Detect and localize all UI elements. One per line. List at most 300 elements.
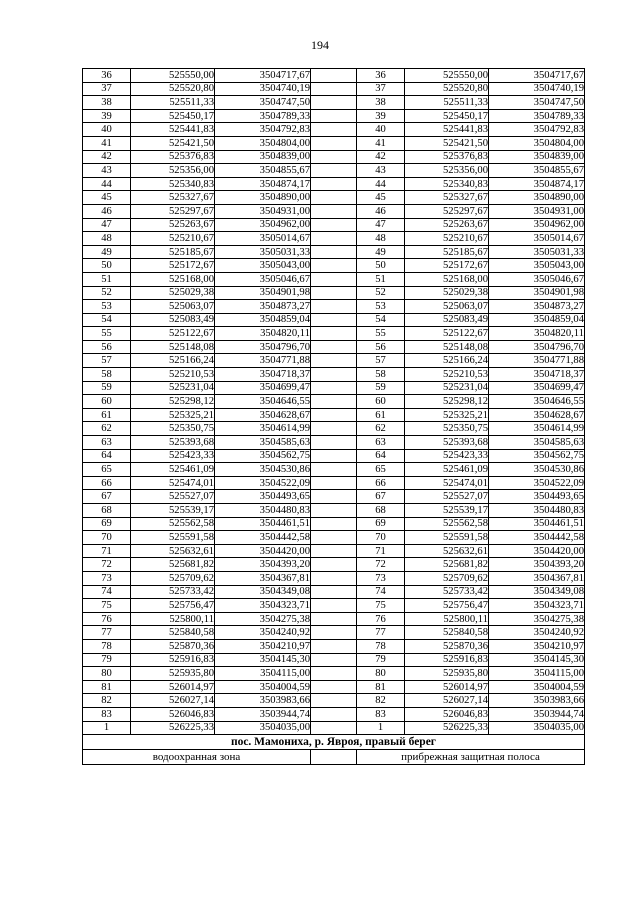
left-coord-y: 3504522,09 <box>215 476 311 490</box>
separator-cell <box>311 136 357 150</box>
right-coord-y: 3504699,47 <box>489 381 585 395</box>
left-coord-x: 525511,33 <box>131 96 215 110</box>
separator-cell <box>311 667 357 681</box>
left-coord-y: 3504562,75 <box>215 449 311 463</box>
left-point-number: 67 <box>83 490 131 504</box>
right-coord-x: 525122,67 <box>405 327 489 341</box>
table-row <box>83 368 585 382</box>
right-coord-y: 3504367,81 <box>489 571 585 585</box>
table-row <box>83 694 585 708</box>
separator-cell <box>311 490 357 504</box>
right-point-number: 76 <box>357 612 405 626</box>
left-coord-y: 3504747,50 <box>215 96 311 110</box>
right-coord-y: 3504717,67 <box>489 69 585 83</box>
table-row <box>83 164 585 178</box>
left-point-number: 57 <box>83 354 131 368</box>
left-coord-y: 3504530,86 <box>215 463 311 477</box>
right-coord-y: 3504323,71 <box>489 599 585 613</box>
left-point-number: 38 <box>83 96 131 110</box>
left-point-number: 48 <box>83 232 131 246</box>
table-row <box>83 286 585 300</box>
right-point-number: 66 <box>357 476 405 490</box>
table-row <box>83 544 585 558</box>
left-point-number: 78 <box>83 639 131 653</box>
right-coord-y: 3503944,74 <box>489 707 585 721</box>
table-row <box>83 177 585 191</box>
left-point-number: 49 <box>83 245 131 259</box>
right-coord-x: 525591,58 <box>405 531 489 545</box>
table-row <box>83 204 585 218</box>
separator-cell <box>311 721 357 735</box>
right-coord-x: 525393,68 <box>405 436 489 450</box>
left-point-number: 43 <box>83 164 131 178</box>
left-point-number: 83 <box>83 707 131 721</box>
separator-cell <box>311 504 357 518</box>
left-coord-x: 526225,33 <box>131 721 215 735</box>
separator-cell <box>311 571 357 585</box>
left-coord-x: 525632,61 <box>131 544 215 558</box>
left-coord-y: 3504349,08 <box>215 585 311 599</box>
left-coord-x: 525681,82 <box>131 558 215 572</box>
left-coord-x: 525185,67 <box>131 245 215 259</box>
left-coord-y: 3504323,71 <box>215 599 311 613</box>
left-point-number: 81 <box>83 680 131 694</box>
table-row <box>83 408 585 422</box>
table-row <box>83 639 585 653</box>
left-coord-x: 525325,21 <box>131 408 215 422</box>
left-coord-x: 525168,00 <box>131 272 215 286</box>
left-coord-x: 525210,53 <box>131 368 215 382</box>
right-coord-y: 3504240,92 <box>489 626 585 640</box>
left-coord-x: 525350,75 <box>131 422 215 436</box>
left-coord-x: 525231,04 <box>131 381 215 395</box>
left-coord-x: 525263,67 <box>131 218 215 232</box>
table-row <box>83 381 585 395</box>
left-coord-x: 525297,67 <box>131 204 215 218</box>
separator-cell <box>311 109 357 123</box>
left-point-number: 72 <box>83 558 131 572</box>
right-coord-x: 525327,67 <box>405 191 489 205</box>
table-row <box>83 680 585 694</box>
right-coord-x: 525756,47 <box>405 599 489 613</box>
right-coord-y: 3504004,59 <box>489 680 585 694</box>
left-point-number: 40 <box>83 123 131 137</box>
right-coord-y: 3504839,00 <box>489 150 585 164</box>
left-point-number: 39 <box>83 109 131 123</box>
left-point-number: 60 <box>83 395 131 409</box>
right-coord-x: 525461,09 <box>405 463 489 477</box>
right-point-number: 75 <box>357 599 405 613</box>
right-coord-y: 3504873,27 <box>489 300 585 314</box>
left-coord-y: 3504699,47 <box>215 381 311 395</box>
left-point-number: 77 <box>83 626 131 640</box>
right-coord-x: 525063,07 <box>405 300 489 314</box>
left-coord-y: 3504796,70 <box>215 340 311 354</box>
left-coord-y: 3504367,81 <box>215 571 311 585</box>
separator-cell <box>311 96 357 110</box>
right-coord-x: 525148,08 <box>405 340 489 354</box>
table-row <box>83 599 585 613</box>
right-point-number: 36 <box>357 69 405 83</box>
table-row <box>83 327 585 341</box>
separator-cell <box>311 599 357 613</box>
separator-cell <box>311 680 357 694</box>
table-row <box>83 136 585 150</box>
right-coord-y: 3504718,37 <box>489 368 585 382</box>
separator-cell <box>311 164 357 178</box>
left-coord-x: 525756,47 <box>131 599 215 613</box>
separator-cell <box>311 259 357 273</box>
right-coord-x: 525450,17 <box>405 109 489 123</box>
right-point-number: 39 <box>357 109 405 123</box>
right-coord-x: 525800,11 <box>405 612 489 626</box>
left-point-number: 63 <box>83 436 131 450</box>
right-point-number: 81 <box>357 680 405 694</box>
right-point-number: 59 <box>357 381 405 395</box>
left-coord-y: 3504771,88 <box>215 354 311 368</box>
left-coord-y: 3503944,74 <box>215 707 311 721</box>
separator-cell <box>311 232 357 246</box>
table-row <box>83 69 585 83</box>
separator-cell <box>311 612 357 626</box>
left-coord-x: 525298,12 <box>131 395 215 409</box>
right-point-number: 46 <box>357 204 405 218</box>
left-coord-x: 525063,07 <box>131 300 215 314</box>
left-coord-y: 3504210,97 <box>215 639 311 653</box>
right-coord-y: 3505031,33 <box>489 245 585 259</box>
right-point-number: 57 <box>357 354 405 368</box>
right-coord-x: 525733,42 <box>405 585 489 599</box>
right-coord-y: 3504820,11 <box>489 327 585 341</box>
table-row <box>83 667 585 681</box>
right-coord-y: 3504771,88 <box>489 354 585 368</box>
right-coord-x: 525376,83 <box>405 150 489 164</box>
right-point-number: 69 <box>357 517 405 531</box>
left-point-number: 37 <box>83 82 131 96</box>
right-coord-x: 525298,12 <box>405 395 489 409</box>
right-coord-y: 3504796,70 <box>489 340 585 354</box>
left-point-number: 64 <box>83 449 131 463</box>
left-point-number: 66 <box>83 476 131 490</box>
separator-cell <box>311 327 357 341</box>
right-coord-y: 3504859,04 <box>489 313 585 327</box>
left-coord-y: 3504275,38 <box>215 612 311 626</box>
right-coord-x: 525263,67 <box>405 218 489 232</box>
left-coord-y: 3504461,51 <box>215 517 311 531</box>
separator-cell <box>311 531 357 545</box>
table-row <box>83 707 585 721</box>
left-coord-x: 525148,08 <box>131 340 215 354</box>
right-coord-x: 525916,83 <box>405 653 489 667</box>
right-coord-x: 525527,07 <box>405 490 489 504</box>
left-coord-y: 3504890,00 <box>215 191 311 205</box>
left-point-number: 50 <box>83 259 131 273</box>
separator-cell <box>311 436 357 450</box>
left-point-number: 41 <box>83 136 131 150</box>
right-coord-x: 525231,04 <box>405 381 489 395</box>
separator-cell <box>311 204 357 218</box>
left-coord-y: 3504740,19 <box>215 82 311 96</box>
left-coord-x: 525172,67 <box>131 259 215 273</box>
right-coord-x: 525083,49 <box>405 313 489 327</box>
right-coord-y: 3504740,19 <box>489 82 585 96</box>
right-point-number: 65 <box>357 463 405 477</box>
separator-cell <box>311 340 357 354</box>
left-coord-x: 526014,97 <box>131 680 215 694</box>
right-point-number: 44 <box>357 177 405 191</box>
left-coord-x: 525122,67 <box>131 327 215 341</box>
left-coord-x: 525461,09 <box>131 463 215 477</box>
right-point-number: 37 <box>357 82 405 96</box>
left-coord-x: 525327,67 <box>131 191 215 205</box>
separator-cell <box>311 191 357 205</box>
separator-cell <box>311 381 357 395</box>
separator-cell <box>311 218 357 232</box>
right-coord-y: 3504792,83 <box>489 123 585 137</box>
table-row <box>83 463 585 477</box>
table-row <box>83 653 585 667</box>
right-coord-x: 525356,00 <box>405 164 489 178</box>
right-point-number: 58 <box>357 368 405 382</box>
left-point-number: 80 <box>83 667 131 681</box>
separator-cell <box>311 177 357 191</box>
left-point-number: 70 <box>83 531 131 545</box>
right-point-number: 41 <box>357 136 405 150</box>
left-coord-y: 3505014,67 <box>215 232 311 246</box>
right-coord-x: 525520,80 <box>405 82 489 96</box>
left-point-number: 53 <box>83 300 131 314</box>
separator-cell <box>311 69 357 83</box>
left-point-number: 59 <box>83 381 131 395</box>
table-row <box>83 218 585 232</box>
table-row <box>83 571 585 585</box>
left-coord-y: 3504614,99 <box>215 422 311 436</box>
left-coord-y: 3505046,67 <box>215 272 311 286</box>
table-row <box>83 123 585 137</box>
right-coord-x: 525172,67 <box>405 259 489 273</box>
table-row <box>83 300 585 314</box>
left-point-number: 46 <box>83 204 131 218</box>
separator-cell <box>311 422 357 436</box>
separator-cell <box>311 150 357 164</box>
table-row <box>83 232 585 246</box>
right-coord-y: 3504562,75 <box>489 449 585 463</box>
right-point-number: 73 <box>357 571 405 585</box>
table-row <box>83 504 585 518</box>
right-coord-y: 3504789,33 <box>489 109 585 123</box>
right-coord-x: 525210,67 <box>405 232 489 246</box>
right-coord-x: 525168,00 <box>405 272 489 286</box>
coastal-protection-strip-label: прибрежная защитная полоса <box>357 750 585 765</box>
right-coord-y: 3504420,00 <box>489 544 585 558</box>
right-coord-y: 3505046,67 <box>489 272 585 286</box>
right-point-number: 64 <box>357 449 405 463</box>
separator-cell <box>311 368 357 382</box>
left-coord-y: 3504839,00 <box>215 150 311 164</box>
separator-cell <box>311 272 357 286</box>
left-point-number: 44 <box>83 177 131 191</box>
right-coord-x: 525210,53 <box>405 368 489 382</box>
left-coord-y: 3504792,83 <box>215 123 311 137</box>
right-coord-y: 3505043,00 <box>489 259 585 273</box>
separator-cell <box>311 476 357 490</box>
separator-cell <box>311 585 357 599</box>
left-coord-y: 3504004,59 <box>215 680 311 694</box>
left-point-number: 74 <box>83 585 131 599</box>
right-point-number: 63 <box>357 436 405 450</box>
left-coord-y: 3504901,98 <box>215 286 311 300</box>
right-point-number: 61 <box>357 408 405 422</box>
right-point-number: 51 <box>357 272 405 286</box>
left-point-number: 54 <box>83 313 131 327</box>
separator-cell <box>311 626 357 640</box>
left-point-number: 52 <box>83 286 131 300</box>
right-coord-x: 525562,58 <box>405 517 489 531</box>
table-row <box>83 422 585 436</box>
table-row <box>83 449 585 463</box>
right-point-number: 79 <box>357 653 405 667</box>
right-coord-y: 3504442,58 <box>489 531 585 545</box>
left-coord-y: 3504789,33 <box>215 109 311 123</box>
separator-cell <box>311 82 357 96</box>
left-coord-y: 3504420,00 <box>215 544 311 558</box>
left-coord-x: 525340,83 <box>131 177 215 191</box>
left-point-number: 36 <box>83 69 131 83</box>
right-coord-y: 3504115,00 <box>489 667 585 681</box>
left-coord-x: 525550,00 <box>131 69 215 83</box>
right-point-number: 38 <box>357 96 405 110</box>
right-coord-x: 525340,83 <box>405 177 489 191</box>
left-coord-y: 3504717,67 <box>215 69 311 83</box>
left-point-number: 47 <box>83 218 131 232</box>
right-coord-y: 3503983,66 <box>489 694 585 708</box>
left-point-number: 69 <box>83 517 131 531</box>
left-coord-y: 3504962,00 <box>215 218 311 232</box>
left-coord-x: 525474,01 <box>131 476 215 490</box>
left-coord-y: 3504628,67 <box>215 408 311 422</box>
table-row <box>83 721 585 735</box>
right-point-number: 71 <box>357 544 405 558</box>
right-point-number: 48 <box>357 232 405 246</box>
left-coord-x: 525870,36 <box>131 639 215 653</box>
left-coord-y: 3504855,67 <box>215 164 311 178</box>
table-row <box>83 245 585 259</box>
left-point-number: 62 <box>83 422 131 436</box>
left-coord-y: 3504931,00 <box>215 204 311 218</box>
right-point-number: 49 <box>357 245 405 259</box>
left-point-number: 61 <box>83 408 131 422</box>
left-point-number: 58 <box>83 368 131 382</box>
right-coord-x: 525029,38 <box>405 286 489 300</box>
table-row <box>83 558 585 572</box>
separator-cell <box>311 123 357 137</box>
table-row <box>83 340 585 354</box>
separator-cell <box>311 544 357 558</box>
left-coord-x: 525562,58 <box>131 517 215 531</box>
section-title: пос. Мамониха, р. Явроя, правый берег <box>83 735 585 750</box>
left-point-number: 75 <box>83 599 131 613</box>
zone-labels-row <box>83 750 585 765</box>
separator-cell <box>311 707 357 721</box>
right-coord-x: 526046,83 <box>405 707 489 721</box>
right-coord-y: 3504585,63 <box>489 436 585 450</box>
left-coord-y: 3504804,00 <box>215 136 311 150</box>
left-point-number: 65 <box>83 463 131 477</box>
left-coord-x: 525441,83 <box>131 123 215 137</box>
right-point-number: 52 <box>357 286 405 300</box>
table-row <box>83 259 585 273</box>
left-coord-y: 3504115,00 <box>215 667 311 681</box>
left-coord-y: 3504442,58 <box>215 531 311 545</box>
table-row <box>83 96 585 110</box>
right-coord-y: 3504628,67 <box>489 408 585 422</box>
right-point-number: 82 <box>357 694 405 708</box>
right-coord-y: 3504804,00 <box>489 136 585 150</box>
right-point-number: 68 <box>357 504 405 518</box>
left-coord-y: 3504585,63 <box>215 436 311 450</box>
left-point-number: 76 <box>83 612 131 626</box>
left-coord-x: 525539,17 <box>131 504 215 518</box>
right-point-number: 1 <box>357 721 405 735</box>
right-coord-y: 3505014,67 <box>489 232 585 246</box>
left-coord-x: 525709,62 <box>131 571 215 585</box>
separator-cell <box>311 517 357 531</box>
right-coord-x: 526225,33 <box>405 721 489 735</box>
table-row <box>83 612 585 626</box>
right-coord-x: 525423,33 <box>405 449 489 463</box>
right-point-number: 43 <box>357 164 405 178</box>
left-point-number: 55 <box>83 327 131 341</box>
right-coord-y: 3504349,08 <box>489 585 585 599</box>
left-coord-y: 3504820,11 <box>215 327 311 341</box>
left-coord-y: 3504035,00 <box>215 721 311 735</box>
separator-cell <box>311 653 357 667</box>
right-coord-x: 525550,00 <box>405 69 489 83</box>
right-coord-x: 525166,24 <box>405 354 489 368</box>
coordinates-table-body <box>83 69 585 765</box>
left-coord-x: 525935,80 <box>131 667 215 681</box>
left-coord-y: 3504718,37 <box>215 368 311 382</box>
left-coord-x: 525423,33 <box>131 449 215 463</box>
right-point-number: 80 <box>357 667 405 681</box>
table-row <box>83 585 585 599</box>
right-coord-y: 3504874,17 <box>489 177 585 191</box>
right-coord-y: 3504275,38 <box>489 612 585 626</box>
separator-cell <box>311 300 357 314</box>
left-coord-y: 3504874,17 <box>215 177 311 191</box>
right-coord-y: 3504855,67 <box>489 164 585 178</box>
right-coord-x: 525632,61 <box>405 544 489 558</box>
right-point-number: 62 <box>357 422 405 436</box>
right-coord-y: 3504480,83 <box>489 504 585 518</box>
left-coord-x: 526046,83 <box>131 707 215 721</box>
right-coord-y: 3504393,20 <box>489 558 585 572</box>
separator-cell <box>311 313 357 327</box>
left-coord-x: 525520,80 <box>131 82 215 96</box>
separator-cell <box>311 245 357 259</box>
table-row <box>83 191 585 205</box>
separator-cell <box>311 449 357 463</box>
right-point-number: 60 <box>357 395 405 409</box>
right-coord-x: 525935,80 <box>405 667 489 681</box>
right-coord-x: 525709,62 <box>405 571 489 585</box>
right-point-number: 42 <box>357 150 405 164</box>
left-point-number: 51 <box>83 272 131 286</box>
right-coord-y: 3504461,51 <box>489 517 585 531</box>
right-coord-y: 3504890,00 <box>489 191 585 205</box>
right-coord-x: 525297,67 <box>405 204 489 218</box>
right-coord-y: 3504522,09 <box>489 476 585 490</box>
